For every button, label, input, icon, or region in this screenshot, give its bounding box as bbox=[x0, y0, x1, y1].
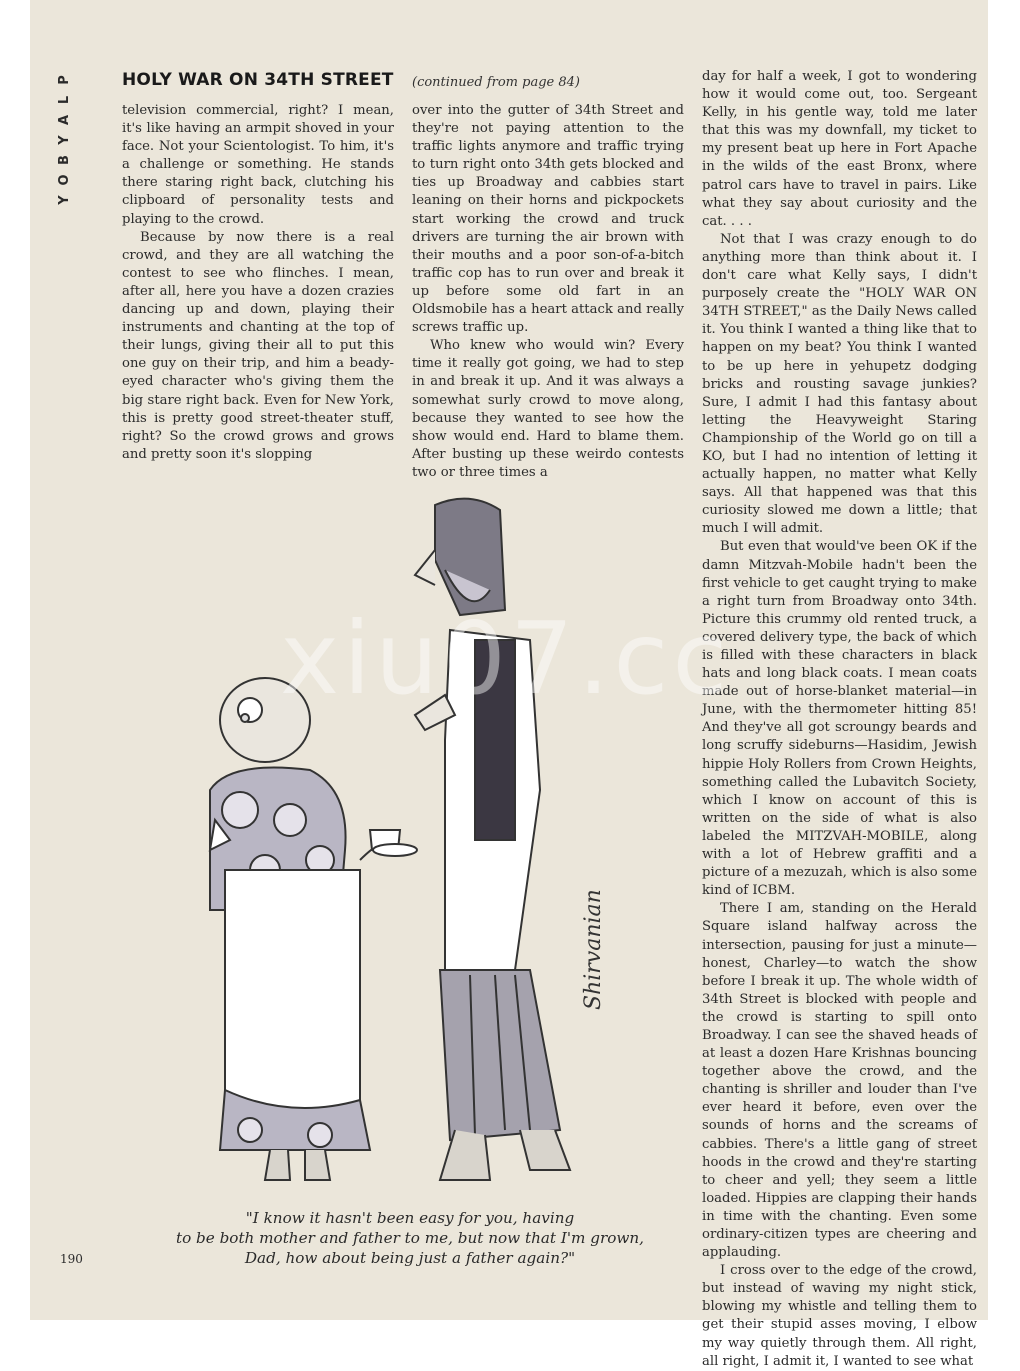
magazine-side-label bbox=[55, 70, 75, 210]
paragraph: Because by now there is a real crowd, and they are all watching the contest to see who flinches. I mean, after all, here you have a dozen crazies dancing up and down, playing their instruments and chanting at the top of their lungs, giving their all to put this one guy on their trip, and him a beady-eyed character who's giving them the big stare right back. Even for New York, this is pretty good street-theater stuff, right? So the crowd grows and grows and pretty soon it's slopping bbox=[122, 229, 394, 462]
magazine-page bbox=[30, 0, 988, 1369]
side-label-letter: P bbox=[57, 75, 72, 85]
paragraph: over into the gutter of 34th Street and they're not paying attention to the traffic lights anymore and traffic trying to turn right onto 34th gets blocked and ties up Broadway and cabbies start leaning on their horns and pickpockets start working the crowd and truck drivers are turning the air brown with their mouths and a poor son-of-a-bitch traffic cop has to run over and break it up before some old fart in an Oldsmobile has a heart attack and really screws traffic up. bbox=[412, 103, 684, 336]
cartoon-illustration bbox=[170, 490, 650, 1190]
cartoon-caption bbox=[140, 1208, 680, 1268]
caption-line: to be both mother and father to me, but now that I'm grown, bbox=[175, 1229, 645, 1247]
side-label-letter: O bbox=[57, 174, 72, 186]
side-label-letter: L bbox=[57, 95, 72, 105]
side-label-letter: B bbox=[57, 155, 72, 165]
text-column-3 bbox=[702, 68, 977, 1371]
paragraph: television commercial, right? I mean, it's like having an armpit shoved in your face. Not your Scientologist. To him, it's a challenge or something. He stands there staring right back, clutching his clipboard of personality tests and playing to the crowd. bbox=[122, 103, 394, 227]
text-column-1 bbox=[122, 102, 394, 464]
caption-line: Dad, how about being just a father again?" bbox=[244, 1249, 576, 1267]
cartoonist-signature: Shirvanian bbox=[581, 889, 606, 1010]
caption-line: "I know it hasn't been easy for you, having bbox=[245, 1209, 575, 1227]
watermark: xiu07.cc bbox=[280, 600, 732, 717]
text-column-2 bbox=[412, 102, 684, 482]
paragraph: day for half a week, I got to wondering how it would come out, too. Sergeant Kelly, in his gentle way, told me later that this was my downfall, my ticket to my present beat up here in Fort Apache in the wilds of the east Bronx, where patrol cars have to travel in pairs. Like what they say about curiosity and the cat. . . . bbox=[702, 69, 977, 229]
page-number: 190 bbox=[60, 1252, 83, 1266]
side-label-letter: Y bbox=[57, 135, 72, 145]
paragraph: Not that I was crazy enough to do anything more than think about it. I don't care what Kelly says, I didn't purposely create the "HOLY WAR ON 34TH STREET," as the Daily News called it. You think I wanted a thing like that to happen on my beat? You think I wanted to be up here in yehupetz dodging bricks and rousting savage junkies? Sure, I admit I had this fantasy about letting the Heavyweight Staring Championship of the World go on till a KO, but I had no intention of letting it actually happen, no matter what Kelly says. All that happened was that this curiosity slowed me down a little; that much I will admit. bbox=[702, 231, 977, 537]
continued-note: (continued from page 84) bbox=[412, 75, 580, 90]
side-label-letter: A bbox=[57, 114, 72, 126]
paragraph: There I am, standing on the Herald Square island halfway across the intersection, pausing for just a minute—honest, Charley—to watch the show before I break it up. The whole width of 34th Street is blocked with people and the crowd is starting to spill onto Broadway. I can see the shaved heads of at least a dozen Hare Krishnas bouncing together above the crowd, and the chanting is shriller and louder than I've ever heard it before, even over the sounds of horns and the screams of cabbies. There's a little gang of street hoods in the crowd and they're starting to cheer and yell; they seem a little loaded. Hippies are clapping their hands in time with the chanting. Even some ordinary-citizen types are cheering and applauding. bbox=[702, 901, 977, 1261]
paragraph: I cross over to the edge of the crowd, but instead of waving my night stick, blowing my whistle and telling them to get their stupid asses moving, I elbow my way quietly through them. All right, all right, I admit it, I wanted to see what bbox=[702, 1263, 977, 1369]
paragraph: Who knew who would win? Every time it really got going, we had to step in and break it up. And it was always a somewhat surly crowd to move along, because they wanted to see how the show would end. Hard to blame them. After busting up these weirdo contests two or three times a bbox=[412, 338, 684, 480]
article-headline: HOLY WAR ON 34TH STREET bbox=[122, 70, 394, 90]
side-label-letter: Y bbox=[57, 195, 72, 205]
paragraph: But even that would've been OK if the damn Mitzvah-Mobile hadn't been the first vehicle to get caught trying to make a right turn from Broadway onto 34th. Picture this crummy old rented truck, a covered delivery type, the back of which is filled with these characters in black hats and long black coats. I mean coats made out of horse-blanket material—in June, with the thermometer hitting 85! And they've all got scroungy beards and long scruffy sideburns—Hasidim, Jewish hippie Holy Rollers from Crown Heights, something called the Lubavitch Society, which I know on account of this is written on the side of what is also labeled the MITZVAH-MOBILE, along with a lot of Hebrew graffiti and a picture of a mezuzah, which is also some kind of ICBM. bbox=[702, 539, 977, 899]
cartoon-old-man bbox=[210, 678, 417, 1180]
